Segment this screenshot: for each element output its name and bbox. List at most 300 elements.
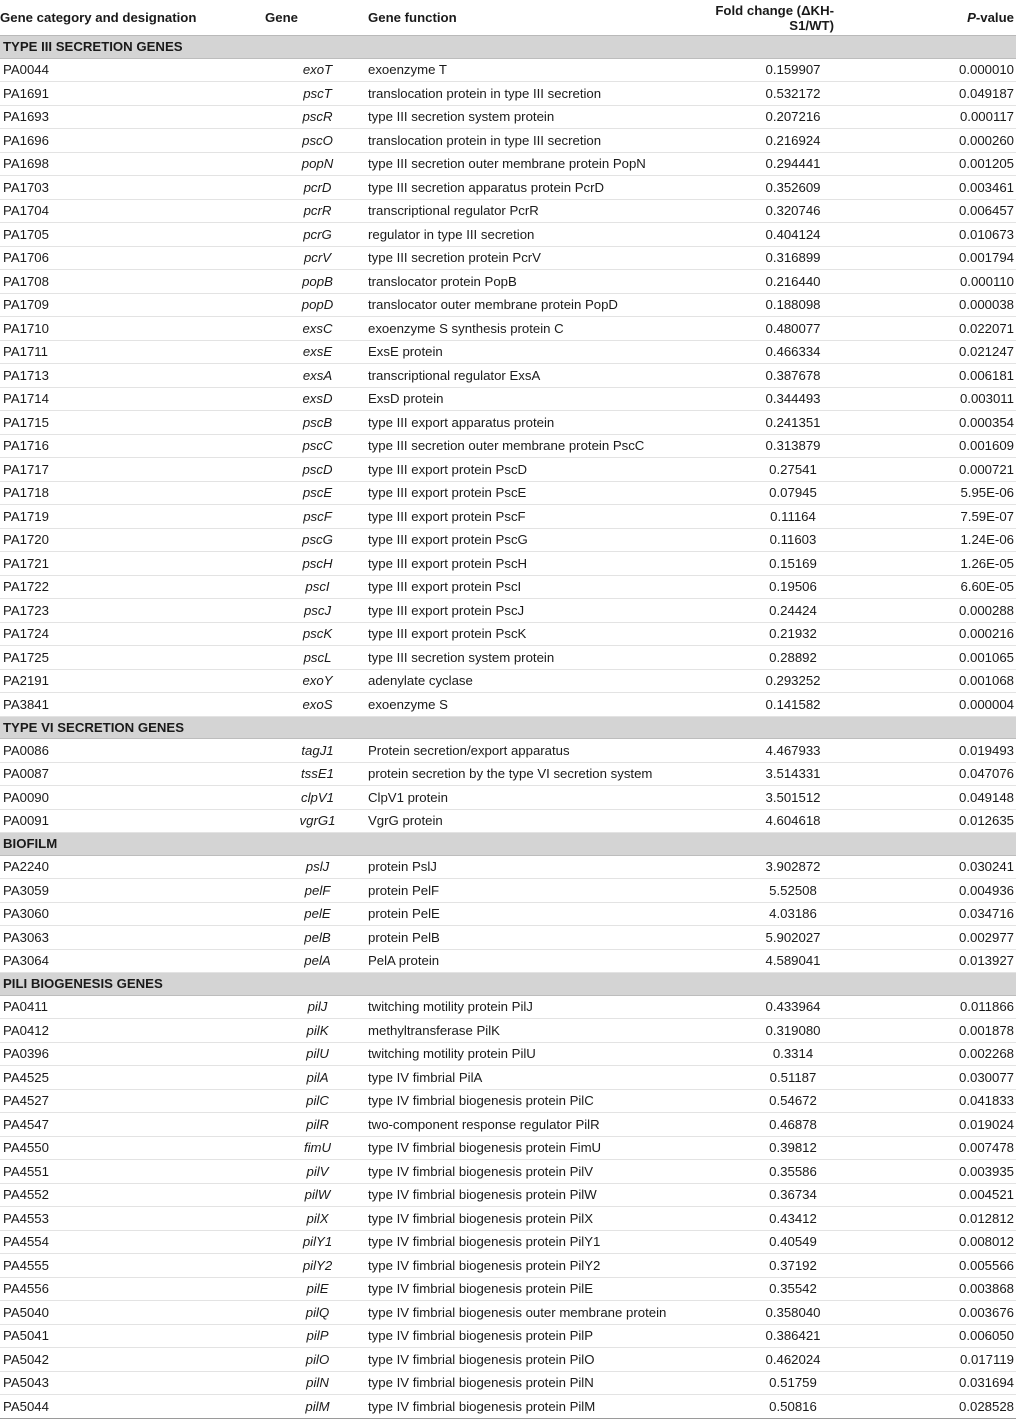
table-row bbox=[0, 1089, 1016, 1113]
fold-change-cell: 0.293252 bbox=[700, 669, 856, 693]
designation-cell: PA4556 bbox=[0, 1277, 265, 1301]
table-row bbox=[0, 693, 1016, 717]
gene-cell: pilA bbox=[265, 1066, 360, 1090]
table-row bbox=[0, 1113, 1016, 1137]
designation-cell: PA1713 bbox=[0, 364, 265, 388]
fold-change-cell: 0.159907 bbox=[700, 58, 856, 82]
function-cell: translocator protein PopB bbox=[360, 270, 700, 294]
table-row bbox=[0, 926, 1016, 950]
pvalue-cell: 0.001205 bbox=[856, 152, 1016, 176]
gene-cell: pscR bbox=[265, 105, 360, 129]
table-row bbox=[0, 786, 1016, 810]
designation-cell: PA1703 bbox=[0, 176, 265, 200]
gene-cell: tssE1 bbox=[265, 762, 360, 786]
designation-cell: PA4547 bbox=[0, 1113, 265, 1137]
function-cell: type IV fimbrial biogenesis protein PilW bbox=[360, 1183, 700, 1207]
table-row bbox=[0, 528, 1016, 552]
gene-cell: pscI bbox=[265, 575, 360, 599]
designation-cell: PA4554 bbox=[0, 1230, 265, 1254]
gene-cell: fimU bbox=[265, 1136, 360, 1160]
gene-cell: tagJ1 bbox=[265, 739, 360, 763]
table-row bbox=[0, 739, 1016, 763]
gene-cell: pilR bbox=[265, 1113, 360, 1137]
table-row bbox=[0, 1324, 1016, 1348]
fold-change-cell: 0.11603 bbox=[700, 528, 856, 552]
gene-cell: exsA bbox=[265, 364, 360, 388]
table-row bbox=[0, 340, 1016, 364]
gene-cell: pilN bbox=[265, 1371, 360, 1395]
pvalue-cell: 0.001609 bbox=[856, 434, 1016, 458]
fold-change-cell: 3.514331 bbox=[700, 762, 856, 786]
designation-cell: PA0396 bbox=[0, 1042, 265, 1066]
function-cell: protein PelB bbox=[360, 926, 700, 950]
fold-change-cell: 0.207216 bbox=[700, 105, 856, 129]
table-row bbox=[0, 902, 1016, 926]
function-cell: methyltransferase PilK bbox=[360, 1019, 700, 1043]
gene-cell: pilE bbox=[265, 1277, 360, 1301]
fold-change-cell: 0.43412 bbox=[700, 1207, 856, 1231]
designation-cell: PA4551 bbox=[0, 1160, 265, 1184]
gene-cell: pilP bbox=[265, 1324, 360, 1348]
function-cell: type III secretion protein PcrV bbox=[360, 246, 700, 270]
pvalue-cell: 6.60E-05 bbox=[856, 575, 1016, 599]
fold-change-cell: 0.36734 bbox=[700, 1183, 856, 1207]
designation-cell: PA5043 bbox=[0, 1371, 265, 1395]
fold-change-cell: 0.352609 bbox=[700, 176, 856, 200]
function-cell: type III secretion apparatus protein PcrD bbox=[360, 176, 700, 200]
category-title: PILI BIOGENESIS GENES bbox=[0, 973, 1016, 996]
designation-cell: PA3059 bbox=[0, 879, 265, 903]
table-row bbox=[0, 1019, 1016, 1043]
table-row bbox=[0, 1254, 1016, 1278]
function-cell: type IV fimbrial biogenesis protein PilM bbox=[360, 1395, 700, 1419]
fold-change-cell: 0.51187 bbox=[700, 1066, 856, 1090]
table-row bbox=[0, 82, 1016, 106]
designation-cell: PA1696 bbox=[0, 129, 265, 153]
function-cell: type IV fimbrial biogenesis protein PilE bbox=[360, 1277, 700, 1301]
function-cell: protein PelF bbox=[360, 879, 700, 903]
designation-cell: PA1708 bbox=[0, 270, 265, 294]
designation-cell: PA0411 bbox=[0, 995, 265, 1019]
gene-cell: pscO bbox=[265, 129, 360, 153]
gene-cell: pscJ bbox=[265, 599, 360, 623]
designation-cell: PA2240 bbox=[0, 855, 265, 879]
gene-cell: popD bbox=[265, 293, 360, 317]
fold-change-cell: 0.19506 bbox=[700, 575, 856, 599]
fold-change-cell: 0.358040 bbox=[700, 1301, 856, 1325]
table-row bbox=[0, 879, 1016, 903]
gene-cell: pscB bbox=[265, 411, 360, 435]
designation-cell: PA3060 bbox=[0, 902, 265, 926]
function-cell: type IV fimbrial biogenesis protein PilY1 bbox=[360, 1230, 700, 1254]
gene-cell: exsD bbox=[265, 387, 360, 411]
table-row bbox=[0, 458, 1016, 482]
gene-cell: pscH bbox=[265, 552, 360, 576]
function-cell: translocation protein in type III secretion bbox=[360, 129, 700, 153]
function-cell: type III secretion system protein bbox=[360, 646, 700, 670]
table-row bbox=[0, 1395, 1016, 1419]
designation-cell: PA5044 bbox=[0, 1395, 265, 1419]
gene-cell: pilX bbox=[265, 1207, 360, 1231]
function-cell: type III export protein PscG bbox=[360, 528, 700, 552]
category-title: TYPE VI SECRETION GENES bbox=[0, 716, 1016, 739]
gene-cell: pscD bbox=[265, 458, 360, 482]
gene-cell: pilU bbox=[265, 1042, 360, 1066]
pvalue-cell: 0.030241 bbox=[856, 855, 1016, 879]
pvalue-cell: 0.034716 bbox=[856, 902, 1016, 926]
gene-cell: pscF bbox=[265, 505, 360, 529]
function-cell: type IV fimbrial biogenesis protein PilN bbox=[360, 1371, 700, 1395]
function-cell: twitching motility protein PilJ bbox=[360, 995, 700, 1019]
function-cell: type III export protein PscI bbox=[360, 575, 700, 599]
header-pvalue-p: P bbox=[967, 10, 976, 25]
gene-cell: pilM bbox=[265, 1395, 360, 1419]
fold-change-cell: 0.46878 bbox=[700, 1113, 856, 1137]
designation-cell: PA3064 bbox=[0, 949, 265, 973]
gene-cell: pscC bbox=[265, 434, 360, 458]
table-row bbox=[0, 1066, 1016, 1090]
pvalue-cell: 5.95E-06 bbox=[856, 481, 1016, 505]
table-row bbox=[0, 646, 1016, 670]
gene-cell: pscT bbox=[265, 82, 360, 106]
function-cell: type III export protein PscJ bbox=[360, 599, 700, 623]
fold-change-cell: 3.501512 bbox=[700, 786, 856, 810]
gene-cell: pilV bbox=[265, 1160, 360, 1184]
table-row bbox=[0, 995, 1016, 1019]
designation-cell: PA4550 bbox=[0, 1136, 265, 1160]
fold-change-cell: 0.404124 bbox=[700, 223, 856, 247]
function-cell: exoenzyme T bbox=[360, 58, 700, 82]
pvalue-cell: 0.004936 bbox=[856, 879, 1016, 903]
fold-change-cell: 0.40549 bbox=[700, 1230, 856, 1254]
pvalue-cell: 7.59E-07 bbox=[856, 505, 1016, 529]
pvalue-cell: 0.013927 bbox=[856, 949, 1016, 973]
designation-cell: PA1691 bbox=[0, 82, 265, 106]
category-row bbox=[0, 833, 1016, 856]
function-cell: ExsD protein bbox=[360, 387, 700, 411]
designation-cell: PA0087 bbox=[0, 762, 265, 786]
pvalue-cell: 0.022071 bbox=[856, 317, 1016, 341]
fold-change-cell: 0.11164 bbox=[700, 505, 856, 529]
function-cell: type IV fimbrial biogenesis protein PilX bbox=[360, 1207, 700, 1231]
pvalue-cell: 0.049148 bbox=[856, 786, 1016, 810]
designation-cell: PA4552 bbox=[0, 1183, 265, 1207]
function-cell: ClpV1 protein bbox=[360, 786, 700, 810]
fold-change-cell: 5.52508 bbox=[700, 879, 856, 903]
function-cell: type III export protein PscE bbox=[360, 481, 700, 505]
fold-change-cell: 0.28892 bbox=[700, 646, 856, 670]
designation-cell: PA1698 bbox=[0, 152, 265, 176]
gene-cell: pilJ bbox=[265, 995, 360, 1019]
designation-cell: PA0091 bbox=[0, 809, 265, 833]
table-row bbox=[0, 809, 1016, 833]
designation-cell: PA1718 bbox=[0, 481, 265, 505]
header-pvalue-rest: -value bbox=[975, 10, 1014, 25]
gene-cell: pelF bbox=[265, 879, 360, 903]
pvalue-cell: 0.002977 bbox=[856, 926, 1016, 950]
pvalue-cell: 0.030077 bbox=[856, 1066, 1016, 1090]
category-row bbox=[0, 716, 1016, 739]
pvalue-cell: 0.012635 bbox=[856, 809, 1016, 833]
designation-cell: PA0044 bbox=[0, 58, 265, 82]
function-cell: type III secretion system protein bbox=[360, 105, 700, 129]
table-row bbox=[0, 152, 1016, 176]
designation-cell: PA0090 bbox=[0, 786, 265, 810]
fold-change-cell: 0.316899 bbox=[700, 246, 856, 270]
designation-cell: PA5042 bbox=[0, 1348, 265, 1372]
table-row bbox=[0, 434, 1016, 458]
designation-cell: PA0412 bbox=[0, 1019, 265, 1043]
gene-cell: pelA bbox=[265, 949, 360, 973]
table-row bbox=[0, 762, 1016, 786]
function-cell: type IV fimbrial biogenesis protein PilY2 bbox=[360, 1254, 700, 1278]
table-row bbox=[0, 223, 1016, 247]
function-cell: transcriptional regulator ExsA bbox=[360, 364, 700, 388]
pvalue-cell: 0.000721 bbox=[856, 458, 1016, 482]
pvalue-cell: 0.000117 bbox=[856, 105, 1016, 129]
function-cell: Protein secretion/export apparatus bbox=[360, 739, 700, 763]
function-cell: type III export protein PscK bbox=[360, 622, 700, 646]
gene-cell: pcrD bbox=[265, 176, 360, 200]
fold-change-cell: 0.320746 bbox=[700, 199, 856, 223]
function-cell: type IV fimbrial biogenesis protein PilV bbox=[360, 1160, 700, 1184]
header-category: Gene category and designation bbox=[0, 0, 265, 36]
gene-cell: pilW bbox=[265, 1183, 360, 1207]
fold-change-cell: 0.24424 bbox=[700, 599, 856, 623]
designation-cell: PA5041 bbox=[0, 1324, 265, 1348]
designation-cell: PA0086 bbox=[0, 739, 265, 763]
pvalue-cell: 0.011866 bbox=[856, 995, 1016, 1019]
designation-cell: PA1711 bbox=[0, 340, 265, 364]
designation-cell: PA3063 bbox=[0, 926, 265, 950]
pvalue-cell: 0.012812 bbox=[856, 1207, 1016, 1231]
designation-cell: PA1715 bbox=[0, 411, 265, 435]
pvalue-cell: 0.003461 bbox=[856, 176, 1016, 200]
designation-cell: PA1720 bbox=[0, 528, 265, 552]
fold-change-cell: 0.216924 bbox=[700, 129, 856, 153]
header-function: Gene function bbox=[360, 0, 700, 36]
fold-change-cell: 0.462024 bbox=[700, 1348, 856, 1372]
designation-cell: PA1693 bbox=[0, 105, 265, 129]
pvalue-cell: 0.006457 bbox=[856, 199, 1016, 223]
gene-cell: pcrR bbox=[265, 199, 360, 223]
table-row bbox=[0, 105, 1016, 129]
designation-cell: PA4553 bbox=[0, 1207, 265, 1231]
pvalue-cell: 0.003935 bbox=[856, 1160, 1016, 1184]
table-row bbox=[0, 505, 1016, 529]
function-cell: type III export apparatus protein bbox=[360, 411, 700, 435]
gene-cell: pilC bbox=[265, 1089, 360, 1113]
pvalue-cell: 0.007478 bbox=[856, 1136, 1016, 1160]
table-row bbox=[0, 1136, 1016, 1160]
function-cell: type IV fimbrial biogenesis protein PilO bbox=[360, 1348, 700, 1372]
table-row bbox=[0, 58, 1016, 82]
pvalue-cell: 0.000216 bbox=[856, 622, 1016, 646]
function-cell: translocator outer membrane protein PopD bbox=[360, 293, 700, 317]
pvalue-cell: 0.001065 bbox=[856, 646, 1016, 670]
designation-cell: PA1716 bbox=[0, 434, 265, 458]
gene-cell: pscL bbox=[265, 646, 360, 670]
table-row bbox=[0, 1301, 1016, 1325]
pvalue-cell: 0.000260 bbox=[856, 129, 1016, 153]
table-row bbox=[0, 1348, 1016, 1372]
table-row bbox=[0, 1207, 1016, 1231]
fold-change-cell: 0.50816 bbox=[700, 1395, 856, 1419]
fold-change-cell: 4.03186 bbox=[700, 902, 856, 926]
fold-change-cell: 0.35542 bbox=[700, 1277, 856, 1301]
fold-change-cell: 0.15169 bbox=[700, 552, 856, 576]
pvalue-cell: 0.010673 bbox=[856, 223, 1016, 247]
function-cell: type III export protein PscH bbox=[360, 552, 700, 576]
table-row bbox=[0, 129, 1016, 153]
designation-cell: PA1723 bbox=[0, 599, 265, 623]
gene-cell: exoT bbox=[265, 58, 360, 82]
fold-change-cell: 0.54672 bbox=[700, 1089, 856, 1113]
function-cell: type IV fimbrial biogenesis outer membrane protein bbox=[360, 1301, 700, 1325]
designation-cell: PA3841 bbox=[0, 693, 265, 717]
pvalue-cell: 0.001068 bbox=[856, 669, 1016, 693]
designation-cell: PA4555 bbox=[0, 1254, 265, 1278]
fold-change-cell: 4.604618 bbox=[700, 809, 856, 833]
fold-change-cell: 0.532172 bbox=[700, 82, 856, 106]
fold-change-cell: 0.07945 bbox=[700, 481, 856, 505]
table-row bbox=[0, 1371, 1016, 1395]
fold-change-cell: 0.480077 bbox=[700, 317, 856, 341]
pvalue-cell: 0.003868 bbox=[856, 1277, 1016, 1301]
function-cell: exoenzyme S synthesis protein C bbox=[360, 317, 700, 341]
function-cell: adenylate cyclase bbox=[360, 669, 700, 693]
function-cell: type IV fimbrial biogenesis protein PilC bbox=[360, 1089, 700, 1113]
designation-cell: PA1721 bbox=[0, 552, 265, 576]
pvalue-cell: 0.028528 bbox=[856, 1395, 1016, 1419]
table-header bbox=[0, 0, 1016, 36]
gene-cell: pilQ bbox=[265, 1301, 360, 1325]
designation-cell: PA1714 bbox=[0, 387, 265, 411]
function-cell: regulator in type III secretion bbox=[360, 223, 700, 247]
pvalue-cell: 0.006181 bbox=[856, 364, 1016, 388]
table-row bbox=[0, 1042, 1016, 1066]
fold-change-cell: 0.386421 bbox=[700, 1324, 856, 1348]
designation-cell: PA1705 bbox=[0, 223, 265, 247]
pvalue-cell: 0.003011 bbox=[856, 387, 1016, 411]
gene-cell: pscE bbox=[265, 481, 360, 505]
pvalue-cell: 0.031694 bbox=[856, 1371, 1016, 1395]
table-body bbox=[0, 36, 1016, 1419]
designation-cell: PA1724 bbox=[0, 622, 265, 646]
gene-cell: exoS bbox=[265, 693, 360, 717]
fold-change-cell: 0.39812 bbox=[700, 1136, 856, 1160]
pvalue-cell: 0.004521 bbox=[856, 1183, 1016, 1207]
table-row bbox=[0, 293, 1016, 317]
fold-change-cell: 0.387678 bbox=[700, 364, 856, 388]
table-row bbox=[0, 1230, 1016, 1254]
category-row bbox=[0, 973, 1016, 996]
gene-cell: pilY1 bbox=[265, 1230, 360, 1254]
function-cell: ExsE protein bbox=[360, 340, 700, 364]
gene-cell: pscG bbox=[265, 528, 360, 552]
pvalue-cell: 0.049187 bbox=[856, 82, 1016, 106]
gene-cell: pilO bbox=[265, 1348, 360, 1372]
pvalue-cell: 0.000354 bbox=[856, 411, 1016, 435]
pvalue-cell: 0.008012 bbox=[856, 1230, 1016, 1254]
fold-change-cell: 0.27541 bbox=[700, 458, 856, 482]
designation-cell: PA4525 bbox=[0, 1066, 265, 1090]
fold-change-cell: 0.188098 bbox=[700, 293, 856, 317]
designation-cell: PA1717 bbox=[0, 458, 265, 482]
gene-cell: clpV1 bbox=[265, 786, 360, 810]
fold-change-cell: 0.51759 bbox=[700, 1371, 856, 1395]
function-cell: exoenzyme S bbox=[360, 693, 700, 717]
designation-cell: PA1710 bbox=[0, 317, 265, 341]
gene-cell: vgrG1 bbox=[265, 809, 360, 833]
category-title: TYPE III SECRETION GENES bbox=[0, 36, 1016, 59]
designation-cell: PA1704 bbox=[0, 199, 265, 223]
fold-change-cell: 0.466334 bbox=[700, 340, 856, 364]
pvalue-cell: 0.041833 bbox=[856, 1089, 1016, 1113]
gene-cell: pelE bbox=[265, 902, 360, 926]
gene-cell: pelB bbox=[265, 926, 360, 950]
pvalue-cell: 1.26E-05 bbox=[856, 552, 1016, 576]
function-cell: two-component response regulator PilR bbox=[360, 1113, 700, 1137]
function-cell: type III secretion outer membrane protein PopN bbox=[360, 152, 700, 176]
fold-change-cell: 0.3314 bbox=[700, 1042, 856, 1066]
function-cell: VgrG protein bbox=[360, 809, 700, 833]
function-cell: protein secretion by the type VI secretion system bbox=[360, 762, 700, 786]
fold-change-cell: 0.216440 bbox=[700, 270, 856, 294]
table-row bbox=[0, 317, 1016, 341]
pvalue-cell: 0.047076 bbox=[856, 762, 1016, 786]
function-cell: type III secretion outer membrane protein PscC bbox=[360, 434, 700, 458]
gene-cell: pilY2 bbox=[265, 1254, 360, 1278]
fold-change-cell: 4.589041 bbox=[700, 949, 856, 973]
header-fold-change: Fold change (ΔKH-S1/WT) bbox=[700, 0, 856, 36]
fold-change-cell: 0.35586 bbox=[700, 1160, 856, 1184]
gene-cell: popN bbox=[265, 152, 360, 176]
table-row bbox=[0, 411, 1016, 435]
table-row bbox=[0, 949, 1016, 973]
function-cell: type III export protein PscF bbox=[360, 505, 700, 529]
designation-cell: PA2191 bbox=[0, 669, 265, 693]
fold-change-cell: 0.37192 bbox=[700, 1254, 856, 1278]
gene-cell: pscK bbox=[265, 622, 360, 646]
table-row bbox=[0, 1160, 1016, 1184]
designation-cell: PA1706 bbox=[0, 246, 265, 270]
pvalue-cell: 0.000288 bbox=[856, 599, 1016, 623]
header-pvalue bbox=[856, 0, 1016, 36]
gene-cell: exsE bbox=[265, 340, 360, 364]
pvalue-cell: 0.001794 bbox=[856, 246, 1016, 270]
fold-change-cell: 0.21932 bbox=[700, 622, 856, 646]
designation-cell: PA1719 bbox=[0, 505, 265, 529]
gene-cell: pcrV bbox=[265, 246, 360, 270]
function-cell: type III export protein PscD bbox=[360, 458, 700, 482]
fold-change-cell: 0.241351 bbox=[700, 411, 856, 435]
table-row bbox=[0, 270, 1016, 294]
table-row bbox=[0, 552, 1016, 576]
pvalue-cell: 0.000010 bbox=[856, 58, 1016, 82]
table-row bbox=[0, 387, 1016, 411]
table-row bbox=[0, 481, 1016, 505]
pvalue-cell: 0.003676 bbox=[856, 1301, 1016, 1325]
pvalue-cell: 0.017119 bbox=[856, 1348, 1016, 1372]
fold-change-cell: 4.467933 bbox=[700, 739, 856, 763]
fold-change-cell: 5.902027 bbox=[700, 926, 856, 950]
header-row bbox=[0, 0, 1016, 36]
fold-change-cell: 0.313879 bbox=[700, 434, 856, 458]
designation-cell: PA1725 bbox=[0, 646, 265, 670]
pvalue-cell: 0.006050 bbox=[856, 1324, 1016, 1348]
pvalue-cell: 0.001878 bbox=[856, 1019, 1016, 1043]
